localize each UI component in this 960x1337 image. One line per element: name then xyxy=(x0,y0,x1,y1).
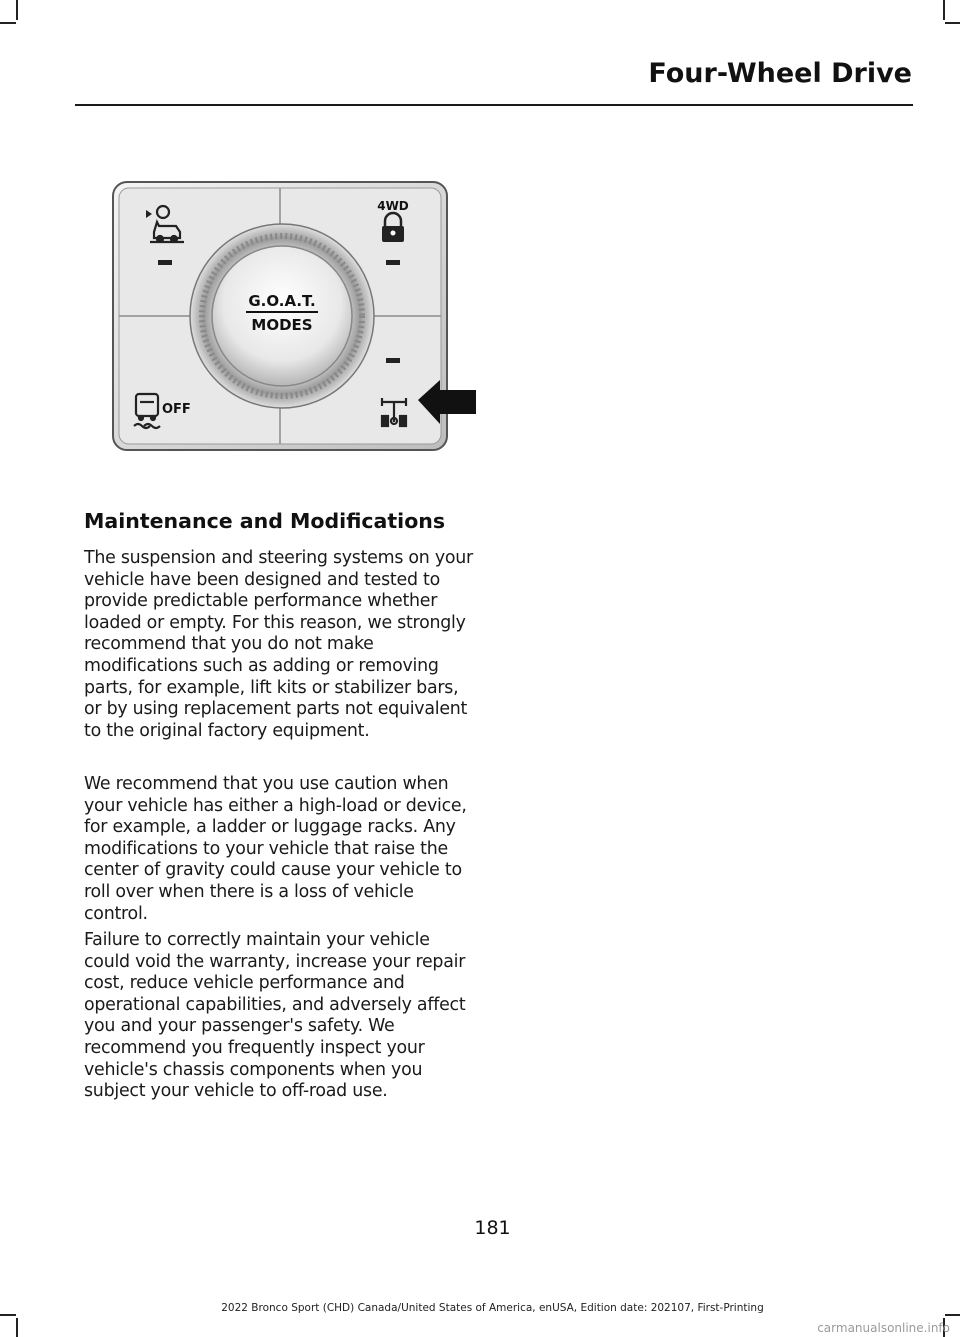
footer-edition-text: 2022 Bronco Sport (CHD) Canada/United States of America, enUSA, Edition date: 202107, First-Printing xyxy=(221,1302,764,1314)
four-wd-label: 4WD xyxy=(377,199,409,213)
watermark: carmanualsonline.info xyxy=(817,1321,950,1335)
crop-mark xyxy=(16,0,18,20)
crop-mark xyxy=(16,1318,18,1337)
page-header-title: Four-Wheel Drive xyxy=(648,58,912,89)
body-paragraph: Failure to correctly maintain your vehicle could void the warranty, increase your repair cost, reduce vehicle performance and operational capabilities, and adversely affect you and your passenger's safety. We recommend you frequently inspect your vehicle's chassis components when you subject your vehicle to off-road use. xyxy=(84,930,466,1102)
knob-label-goat: G.O.A.T. xyxy=(248,292,316,310)
goat-modes-control-figure xyxy=(110,176,480,456)
crop-mark xyxy=(0,22,16,24)
section-title: Maintenance and Modifications xyxy=(84,509,446,533)
knob-label-modes: MODES xyxy=(251,316,313,334)
crop-mark xyxy=(0,1314,16,1316)
crop-mark xyxy=(945,22,960,24)
crop-mark xyxy=(945,1314,960,1316)
header-rule xyxy=(75,104,913,106)
page-number: 181 xyxy=(474,1217,511,1239)
body-paragraph: The suspension and steering systems on your vehicle have been designed and tested to provide predictable performance whether loaded or empty. For this reason, we strongly recommend that you do not make modifications such as adding or removing parts, for example, lift kits or stabilizer bars, or by using replacement parts not equivalent to the original factory equipment. xyxy=(84,548,473,741)
crop-mark xyxy=(943,0,945,20)
body-paragraph: We recommend that you use caution when your vehicle has either a high-load or device, for example, a ladder or luggage racks. Any modifications to your vehicle that raise the center of gravity could cause your vehicle to roll over when there is a loss of vehicle control. xyxy=(84,774,467,924)
off-label: OFF xyxy=(162,402,191,417)
